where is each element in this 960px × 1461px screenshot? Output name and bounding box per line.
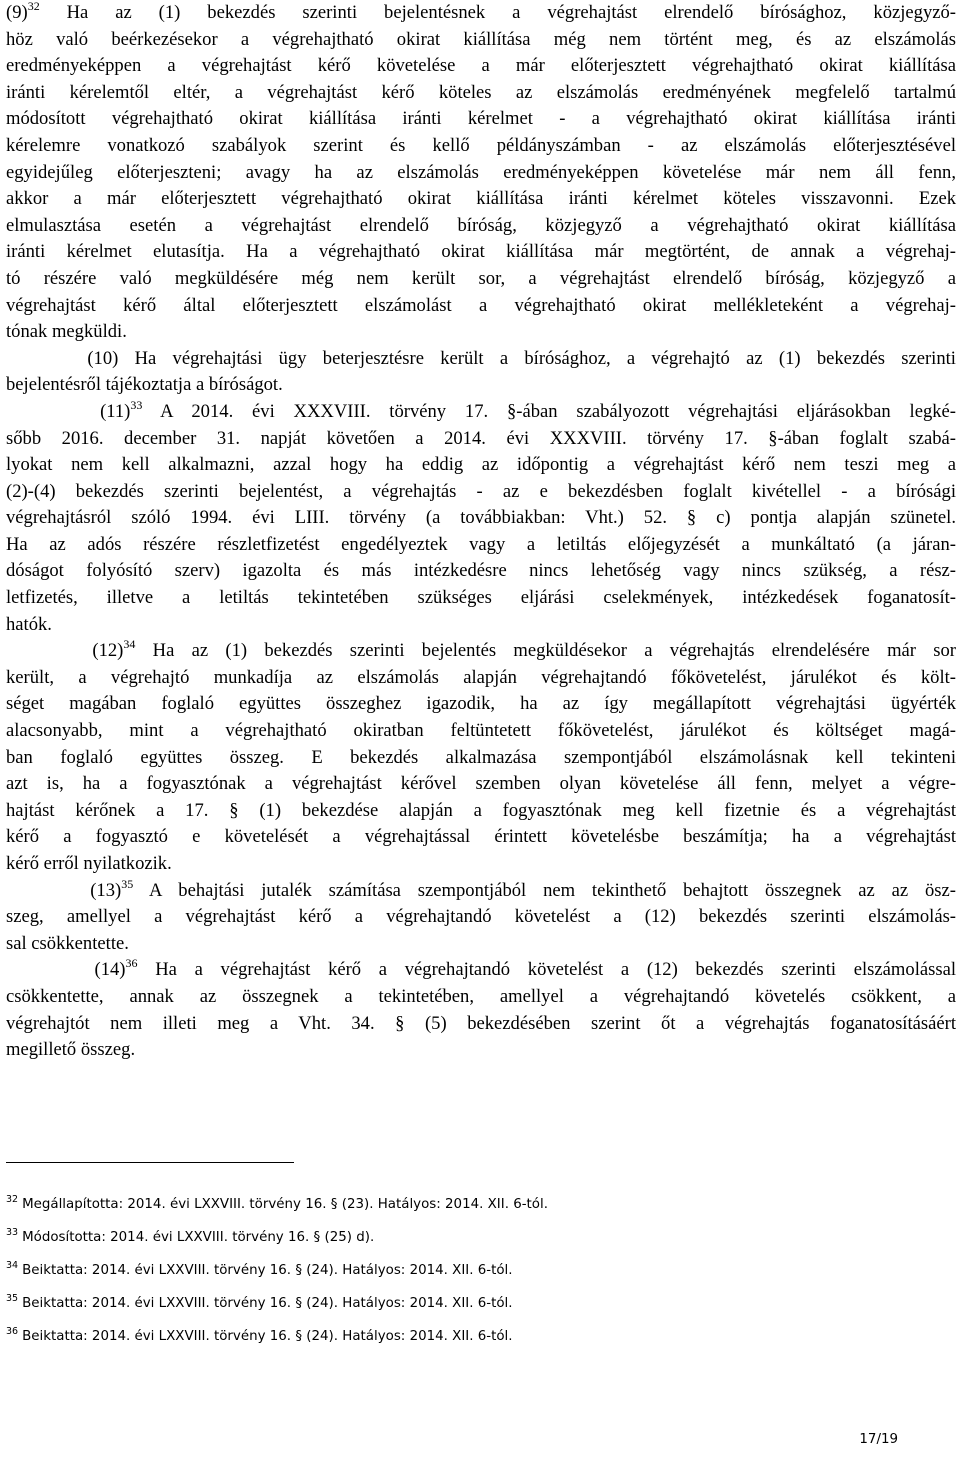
text-line	[6, 266, 956, 293]
text-line	[6, 878, 956, 905]
paragraph-p13	[6, 878, 956, 958]
line-text: sőbb 2016. december 31. napját követően a 2014. évi XXXVIII. törvény 17. §-ában foglalt szabá-	[6, 427, 956, 449]
text-line	[6, 53, 956, 80]
text-line	[6, 691, 956, 718]
text-line	[6, 399, 956, 426]
footnote-number: 35	[6, 1293, 19, 1304]
text-line	[6, 612, 956, 639]
text-line	[6, 186, 956, 213]
paragraph-p14	[6, 957, 956, 1063]
body-text	[6, 0, 956, 1064]
footnote-item	[6, 1259, 906, 1292]
text-line	[6, 957, 956, 984]
line-text: iránti kérelemtől eltér, a végrehajtást kérő köteles az elszámolás eredményének megfelelő tartalmú	[6, 81, 956, 103]
text-line	[6, 1037, 956, 1064]
text-line	[6, 133, 956, 160]
text-line	[6, 106, 956, 133]
line-text: végrehajtást kérő által előterjesztett elszámolást a végrehajtható okirat mellékleteként a végrehaj-	[6, 294, 956, 316]
footnote-item	[6, 1193, 906, 1226]
footnote-text: Beiktatta: 2014. évi LXXVIII. törvény 16. § (24). Hatályos: 2014. XII. 6-tól.	[22, 1296, 513, 1311]
text-line	[6, 931, 956, 958]
line-text: került, a végrehajtó munkadíja az elszámolás alapján végrehajtandó főkövetelést, járulékot és költ-	[6, 666, 956, 688]
paragraph-number: (12)	[6, 640, 124, 662]
text-line	[6, 293, 956, 320]
footnote-text: Beiktatta: 2014. évi LXXVIII. törvény 16. § (24). Hatályos: 2014. XII. 6-tól.	[22, 1329, 513, 1344]
line-text: kérő a fogyasztó e követelését a végrehajtással érintett követelésbe beszámítja; ha a végrehajtást	[6, 826, 956, 848]
text-line	[6, 1011, 956, 1038]
line-text: végrehajtót nem illeti meg a Vht. 34. § (5) bekezdésében szerint őt a végrehajtás foganatosításáért	[6, 1012, 956, 1034]
line-text: Ha az (1) bekezdés szerinti bejelentés megküldésekor a végrehajtás elrendelésére már sor	[135, 640, 956, 662]
footnote-text: Beiktatta: 2014. évi LXXVIII. törvény 16. § (24). Hatályos: 2014. XII. 6-tól.	[22, 1263, 513, 1278]
line-text: eredményeképpen a végrehajtást kérő követelése a már előterjesztett végrehajtható okirat kiállítása	[6, 55, 956, 77]
line-text: szeg, amellyel a végrehajtást kérő a végrehajtandó követelést a (12) bekezdés szerinti elszámolás-	[6, 906, 956, 928]
line-text: Ha az (1) bekezdés szerinti bejelentésnek a végrehajtást elrendelő bírósághoz, közjegyző-	[39, 2, 956, 23]
text-line	[6, 239, 956, 266]
text-line	[6, 426, 956, 453]
text-line	[6, 851, 956, 878]
line-text: letfizetés, illetve a letiltás tekintetében szükséges eljárási cselekmények, intézkedések foganatosít-	[6, 587, 956, 609]
line-text: (2)-(4) bekezdés szerinti bejelentést, a végrehajtás - az e bekezdésben foglalt kivétellel - a bírósági	[6, 480, 956, 502]
paragraph-p11	[6, 399, 956, 638]
text-line	[6, 80, 956, 107]
line-text: Ha az adós részére részletfizetést engedélyeztek vagy a letiltás előjegyzését a munkáltató (a járan-	[6, 533, 956, 555]
paragraph-p12	[6, 638, 956, 877]
line-text: csökkentette, annak az összegnek a tekintetében, amellyel a végrehajtandó követelés csökkent, a	[6, 985, 956, 1007]
text-line	[6, 798, 956, 825]
text-line	[6, 745, 956, 772]
footnote-separator	[6, 1162, 294, 1163]
text-line	[6, 452, 956, 479]
text-line	[6, 824, 956, 851]
line-text: hajtást kérőnek a 17. § (1) bekezdése alapján a fogyasztónak meg kell fizetnie és a végrehajtást	[6, 799, 956, 821]
text-line	[6, 505, 956, 532]
line-text: Ha végrehajtási ügy beterjesztésre került a bírósághoz, a végrehajtó az (1) bekezdés szerinti	[118, 347, 956, 369]
line-text: sal csökkentette.	[6, 932, 129, 954]
paragraph-p10	[6, 346, 956, 399]
footnote-item	[6, 1325, 906, 1358]
footnote-reference[interactable]: 33	[130, 397, 143, 412]
line-text: akkor a már előterjesztett végrehajtható okirat kiállítása iránti kérelmet köteles visszavonni. Ezek	[6, 188, 956, 210]
footnote-number: 32	[6, 1194, 19, 1205]
line-text: megillető összeg.	[6, 1039, 136, 1061]
paragraph-number: (14)	[6, 959, 126, 981]
text-line	[6, 213, 956, 240]
line-text: tó részére való megküldésére még nem került sor, a végrehajtást elrendelő bíróság, közjegyző a	[6, 267, 956, 289]
text-line	[6, 984, 956, 1011]
footnote-number: 36	[6, 1326, 19, 1337]
line-text: kérő erről nyilatkozik.	[6, 853, 172, 874]
line-text: bejelentésről tájékoztatja a bíróságot.	[6, 374, 283, 396]
line-text: elmulasztása esetén a végrehajtást elrendelő bíróság, közjegyző a végrehajtható okirat kiállítása	[6, 214, 956, 236]
text-line	[6, 904, 956, 931]
paragraph-number: (9)	[6, 2, 28, 23]
line-text: tónak megküldi.	[6, 321, 127, 343]
line-text: alacsonyabb, mint a végrehajtható okiratban feltüntetett főkövetelést, járulékot és költséget magá-	[6, 720, 956, 742]
text-line	[6, 27, 956, 54]
line-text: séget magában foglaló együttes összeghez igazodik, ha az így megállapított végrehajtási ügyérték	[6, 693, 956, 715]
line-text: lyokat nem kell alkalmazni, azzal hogy ha eddig az időpontig a végrehajtást kérő nem teszi meg a	[6, 454, 956, 476]
text-line	[6, 532, 956, 559]
footnote-item	[6, 1226, 906, 1259]
paragraph-number: (11)	[6, 400, 131, 422]
line-text: kérelemre vonatkozó szabályok szerint és kellő példányszámban - az elszámolás előterjesztésével	[6, 134, 956, 156]
footnotes	[6, 1193, 906, 1358]
line-text: A 2014. évi XXXVIII. törvény 17. §-ában szabályozott végrehajtási eljárásokban legké-	[142, 400, 956, 422]
text-line	[6, 718, 956, 745]
line-text: módosított végrehajtható okirat kiállítása iránti kérelmet - a végrehajtható okirat kiállítása iránti	[6, 108, 956, 130]
line-text: Ha a végrehajtást kérő a végrehajtandó követelést a (12) bekezdés szerinti elszámolással	[137, 959, 956, 981]
text-line	[6, 346, 956, 373]
line-text: A behajtási jutalék számítása szempontjából nem tekinthető behajtott összegnek az az ösz-	[133, 879, 956, 901]
line-text: végrehajtásról szóló 1994. évi LIII. törvény (a továbbiakban: Vht.) 52. § c) pontja alapján szünetel.	[6, 507, 956, 529]
footnote-reference[interactable]: 36	[125, 956, 138, 971]
text-line	[6, 558, 956, 585]
footnote-number: 34	[6, 1260, 19, 1271]
footnote-reference[interactable]: 35	[121, 876, 134, 891]
line-text: dóságot folyósító szerv) igazolta és más intézkedésre nincs lehetőség vagy nincs szükség, a rész-	[6, 560, 956, 582]
line-text: hatók.	[6, 613, 52, 635]
footnote-item	[6, 1292, 906, 1325]
footnote-text: Módosította: 2014. évi LXXVIII. törvény 16. § (25) d).	[22, 1230, 375, 1245]
text-line	[6, 319, 956, 346]
text-line	[6, 479, 956, 506]
text-line	[6, 160, 956, 187]
text-line	[6, 665, 956, 692]
paragraph-p9	[6, 0, 956, 346]
line-text: azt is, ha a fogyasztónak a végrehajtást kérővel szemben olyan követelése áll fenn, melyet a végre-	[6, 773, 956, 795]
line-text: ban foglaló együttes összeg. E bekezdés alkalmazása szempontjából elszámolásnak kell tekinteni	[6, 746, 956, 768]
line-text: höz való beérkezésekor a végrehajtható okirat kiállítása még nem történt meg, és az elszámolás	[6, 28, 956, 50]
page-number: 17/19	[859, 1432, 898, 1447]
footnote-number: 33	[6, 1227, 19, 1238]
paragraph-number: (10)	[6, 347, 119, 369]
text-line	[6, 585, 956, 612]
text-line	[6, 0, 956, 27]
line-text: iránti kérelmet elutasítja. Ha a végrehajtható okirat kiállítása már megtörtént, de annak a végrehaj-	[6, 241, 956, 263]
text-line	[6, 638, 956, 665]
paragraph-number: (13)	[6, 879, 122, 901]
footnote-reference[interactable]: 34	[123, 637, 136, 652]
footnote-text: Megállapította: 2014. évi LXXVIII. törvény 16. § (23). Hatályos: 2014. XII. 6-tól.	[22, 1197, 548, 1212]
text-line	[6, 771, 956, 798]
footnote-reference[interactable]: 32	[27, 0, 40, 13]
line-text: egyidejűleg előterjeszteni; avagy ha az elszámolás eredményeképpen követelése már nem áll fenn,	[6, 161, 956, 183]
text-line	[6, 372, 956, 399]
